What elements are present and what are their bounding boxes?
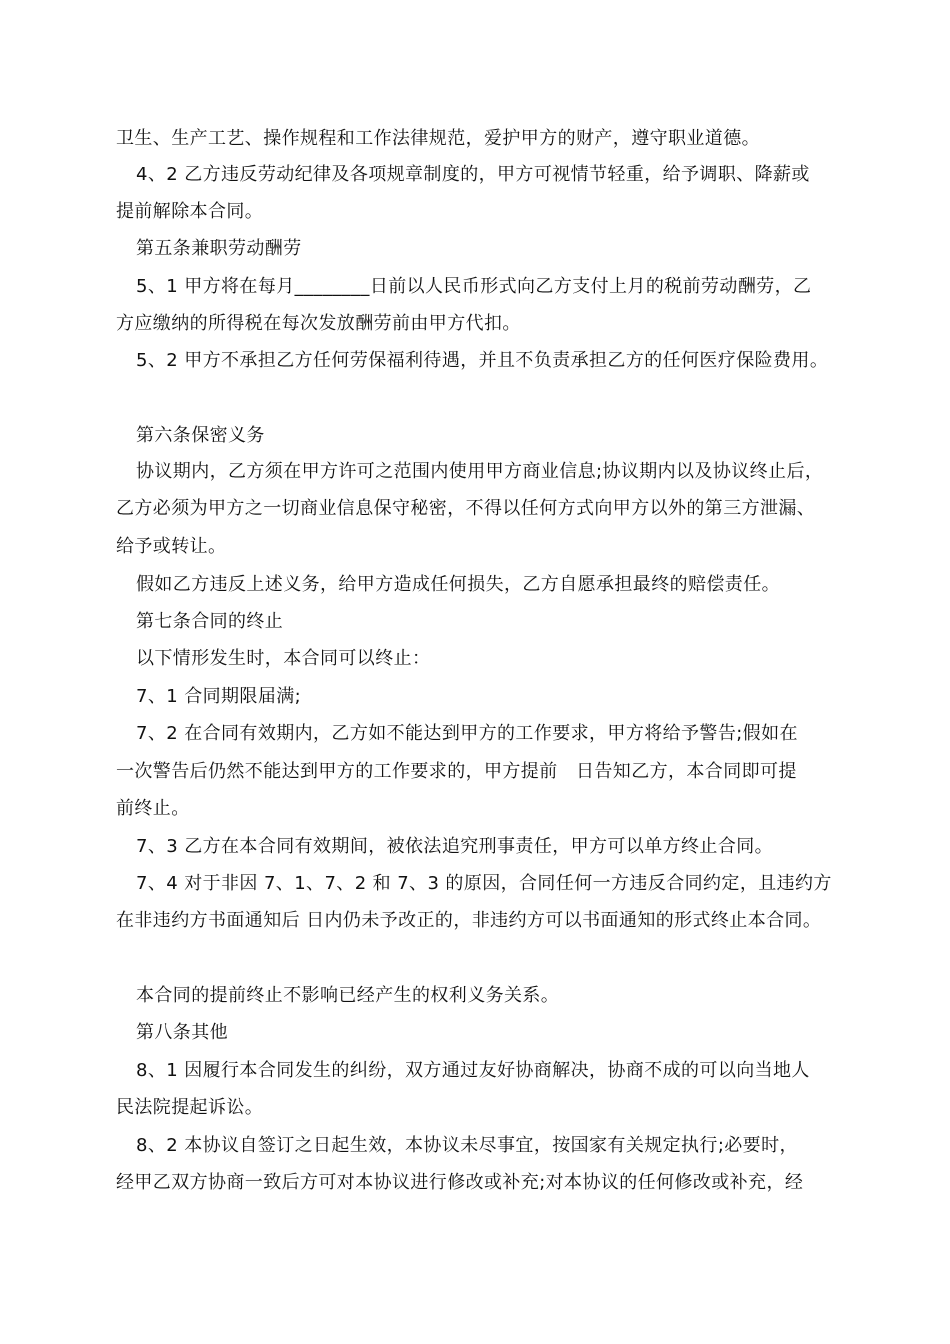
text-line: 方应缴纳的所得税在每次发放酬劳前由甲方代扣。 (116, 313, 521, 334)
text-line: 7、1 合同期限届满; (136, 686, 302, 707)
text-line: 一次警告后仍然不能达到甲方的工作要求的，甲方提前 日告知乙方，本合同即可提 (116, 761, 797, 782)
text-line: 本合同的提前终止不影响已经产生的权利义务关系。 (136, 985, 560, 1006)
section-heading: 第七条合同的终止 (136, 611, 284, 632)
text-line: 假如乙方违反上述义务，给甲方造成任何损失，乙方自愿承担最终的赔偿责任。 (136, 574, 780, 595)
text-line: 5、2 甲方不承担乙方任何劳保福利待遇，并且不负责承担乙方的任何医疗保险费用。 (136, 350, 829, 371)
text-line: 7、3 乙方在本合同有效期间，被依法追究刑事责任，甲方可以单方终止合同。 (136, 836, 774, 857)
text-line: 卫生、生产工艺、操作规程和工作法律规范，爱护甲方的财产，遵守职业道德。 (116, 128, 760, 149)
text-line: 经甲乙双方协商一致后方可对本协议进行修改或补充;对本协议的任何修改或补充，经 (116, 1172, 804, 1193)
section-heading: 第八条其他 (136, 1022, 228, 1043)
text-line: 7、2 在合同有效期内，乙方如不能达到甲方的工作要求，甲方将给予警告;假如在 (136, 723, 798, 744)
text-line: 4、2 乙方违反劳动纪律及各项规章制度的，甲方可视情节轻重，给予调职、降薪或 (136, 164, 810, 185)
text-line: 民法院提起诉讼。 (116, 1097, 264, 1118)
section-heading: 第五条兼职劳动酬劳 (136, 238, 302, 259)
text-line: 乙方必须为甲方之一切商业信息保守秘密，不得以任何方式向甲方以外的第三方泄漏、 (116, 498, 816, 519)
text-line: 8、1 因履行本合同发生的纠纷，双方通过友好协商解决，协商不成的可以向当地人 (136, 1060, 810, 1081)
text-line: 协议期内，乙方须在甲方许可之范围内使用甲方商业信息;协议期内以及协议终止后， (136, 461, 824, 482)
text-line: 7、4 对于非因 7、1、7、2 和 7、3 的原因，合同任何一方违反合同约定，且违约方 (136, 873, 832, 894)
text-line: 5、1 甲方将在每月________日前以人民币形式向乙方支付上月的税前劳动酬劳，乙 (136, 276, 812, 297)
section-heading: 第六条保密义务 (136, 425, 265, 446)
text-line: 提前解除本合同。 (116, 201, 264, 222)
text-line: 前终止。 (116, 798, 190, 819)
text-line: 8、2 本协议自签订之日起生效，本协议未尽事宜，按国家有关规定执行;必要时， (136, 1135, 798, 1156)
text-line: 在非违约方书面通知后 日内仍未予改正的，非违约方可以书面通知的形式终止本合同。 (116, 910, 822, 931)
text-line: 以下情形发生时，本合同可以终止： (136, 648, 431, 669)
text-line: 给予或转让。 (116, 536, 227, 557)
